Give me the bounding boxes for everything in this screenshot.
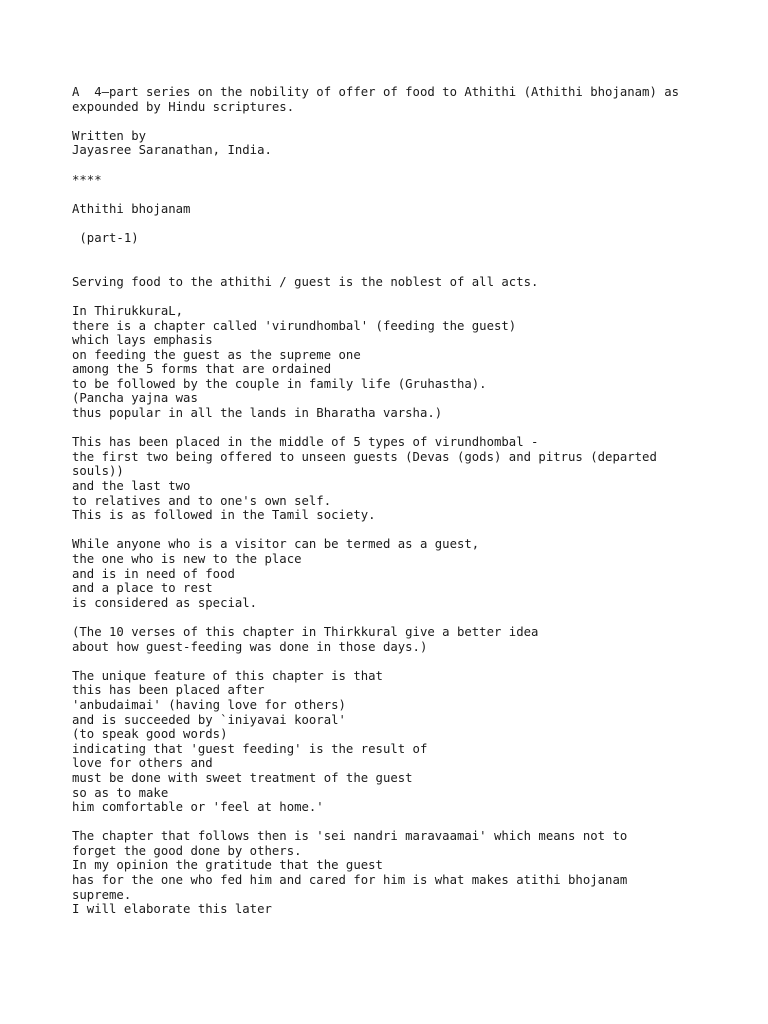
paragraph-line: which lays emphasis — [72, 333, 213, 348]
paragraph-line: The chapter that follows then is 'sei nandri maravaamai' which means not to — [72, 829, 628, 844]
separator-paragraph — [72, 173, 732, 188]
paragraph-line: and the last two — [72, 479, 191, 494]
paragraph-line: This is as followed in the Tamil society. — [72, 508, 376, 523]
byline-label: Written by — [72, 128, 147, 143]
title-paragraph — [72, 202, 732, 217]
paragraph-line: has for the one who fed him and cared for him is what makes atithi bhojanam — [72, 873, 628, 888]
body-paragraph-1 — [72, 275, 732, 290]
paragraph-line: and is in need of food — [72, 566, 235, 581]
paragraph-line: indicating that 'guest feeding' is the result of — [72, 741, 428, 756]
paragraph-line: and is succeeded by `iniyavai kooral' — [72, 712, 346, 727]
document-body — [72, 85, 732, 931]
paragraph-line: Serving food to the athithi / guest is the noblest of all acts. — [72, 274, 539, 289]
paragraph-line: thus popular in all the lands in Bharatha varsha.) — [72, 406, 443, 421]
paragraph-line: him comfortable or 'feel at home.' — [72, 800, 324, 815]
blank-line — [72, 260, 732, 275]
paragraph-line: souls)) — [72, 464, 124, 479]
part-label: (part-1) — [72, 230, 139, 245]
paragraph-line: I will elaborate this later — [72, 902, 272, 917]
paragraph-line: about how guest-feeding was done in those days.) — [72, 639, 428, 654]
paragraph-line: this has been placed after — [72, 683, 265, 698]
paragraph-line: love for others and — [72, 756, 213, 771]
body-paragraph-6 — [72, 669, 732, 815]
document-title: Athithi bhojanam — [72, 201, 191, 216]
separator: **** — [72, 172, 102, 187]
intro-paragraph — [72, 85, 732, 114]
paragraph-line: This has been placed in the middle of 5 types of virundhombal - — [72, 435, 539, 450]
paragraph-line: among the 5 forms that are ordained — [72, 362, 332, 377]
intro-line: expounded by Hindu scriptures. — [72, 99, 295, 114]
paragraph-line: supreme. — [72, 887, 132, 902]
paragraph-line: The unique feature of this chapter is that — [72, 668, 383, 683]
paragraph-line: the one who is new to the place — [72, 552, 302, 566]
paragraph-line: so as to make — [72, 785, 169, 800]
paragraph-line: on feeding the guest as the supreme one — [72, 347, 361, 362]
author-name: Jayasree Saranathan, India. — [72, 143, 272, 158]
paragraph-line: and a place to rest — [72, 581, 213, 596]
body-paragraph-7 — [72, 829, 732, 917]
paragraph-line: (Pancha yajna was — [72, 391, 198, 406]
paragraph-line: While anyone who is a visitor can be termed as a guest, — [72, 537, 480, 552]
paragraph-line: the first two being offered to unseen guests (Devas (gods) and pitrus (departed — [72, 449, 657, 464]
paragraph-line: In my opinion the gratitude that the guest — [72, 858, 383, 873]
paragraph-line: must be done with sweet treatment of the guest — [72, 770, 413, 785]
intro-line: A 4–part series on the nobility of offer of food to Athithi (Athithi bhojanam) as — [72, 85, 680, 99]
paragraph-line: to be followed by the couple in family life (Gruhastha). — [72, 376, 487, 391]
paragraph-line: (to speak good words) — [72, 727, 228, 742]
paragraph-line: (The 10 verses of this chapter in Thirkkural give a better idea — [72, 624, 539, 639]
paragraph-line: there is a chapter called 'virundhombal' (feeding the guest) — [72, 318, 517, 333]
body-paragraph-3 — [72, 435, 732, 523]
paragraph-line: 'anbudaimai' (having love for others) — [72, 697, 346, 712]
paragraph-line: In ThirukkuraL, — [72, 303, 184, 318]
paragraph-line: forget the good done by others. — [72, 843, 302, 858]
body-paragraph-5 — [72, 625, 732, 654]
part-paragraph — [72, 231, 732, 246]
body-paragraph-2 — [72, 304, 732, 421]
paragraph-line: is considered as special. — [72, 595, 258, 610]
byline — [72, 129, 732, 158]
paragraph-line: to relatives and to one's own self. — [72, 493, 332, 508]
body-paragraph-4 — [72, 537, 732, 610]
